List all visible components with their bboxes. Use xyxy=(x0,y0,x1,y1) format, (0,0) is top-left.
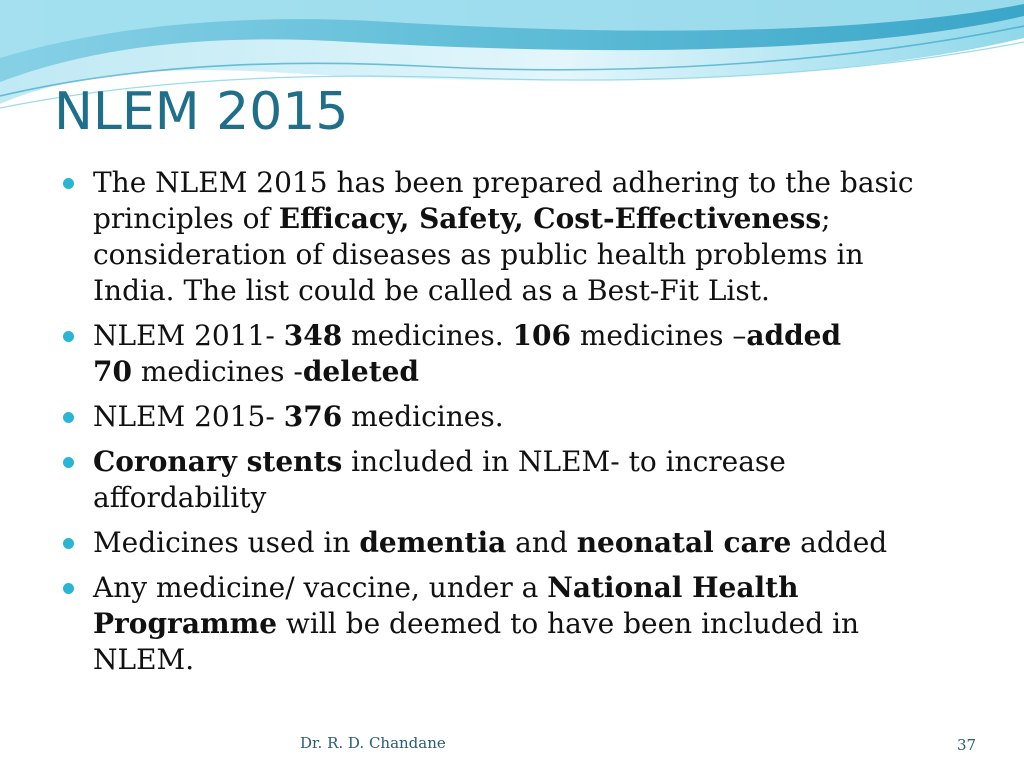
bullet-text-4: Coronary stents included in NLEM- to increase affordability xyxy=(93,445,786,514)
bullet-item-6 xyxy=(60,570,940,678)
bullet-item-5 xyxy=(60,525,940,561)
bullet-icon xyxy=(63,457,74,468)
bullet-text-3: NLEM 2015- 376 medicines. xyxy=(93,400,504,433)
bullet-icon xyxy=(63,583,74,594)
bullet-item-4 xyxy=(60,444,940,516)
bullet-item-1 xyxy=(60,165,940,309)
bullet-item-3 xyxy=(60,399,940,435)
bullet-icon xyxy=(63,331,74,342)
bullet-icon xyxy=(63,178,74,189)
bullet-icon xyxy=(63,412,74,423)
page-number: 37 xyxy=(957,736,977,754)
bullet-text-2: NLEM 2011- 348 medicines. 106 medicines –added 70 medicines -deleted xyxy=(93,319,842,388)
slide-title: NLEM 2015 xyxy=(54,82,349,142)
bullet-item-2 xyxy=(60,318,940,390)
bullet-text-1: The NLEM 2015 has been prepared adhering to the basic principles of Efficacy, Safety, Cost-Effectiveness; consideration of diseases as public health problems in India. The list could be called as a Best-Fit List. xyxy=(93,166,914,307)
footer-author: Dr. R. D. Chandane xyxy=(300,734,446,752)
bullet-icon xyxy=(63,538,74,549)
bullet-list xyxy=(60,165,940,687)
bullet-text-5: Medicines used in dementia and neonatal care added xyxy=(93,526,888,559)
bullet-text-6: Any medicine/ vaccine, under a National Health Programme will be deemed to have been included in NLEM. xyxy=(93,571,860,676)
